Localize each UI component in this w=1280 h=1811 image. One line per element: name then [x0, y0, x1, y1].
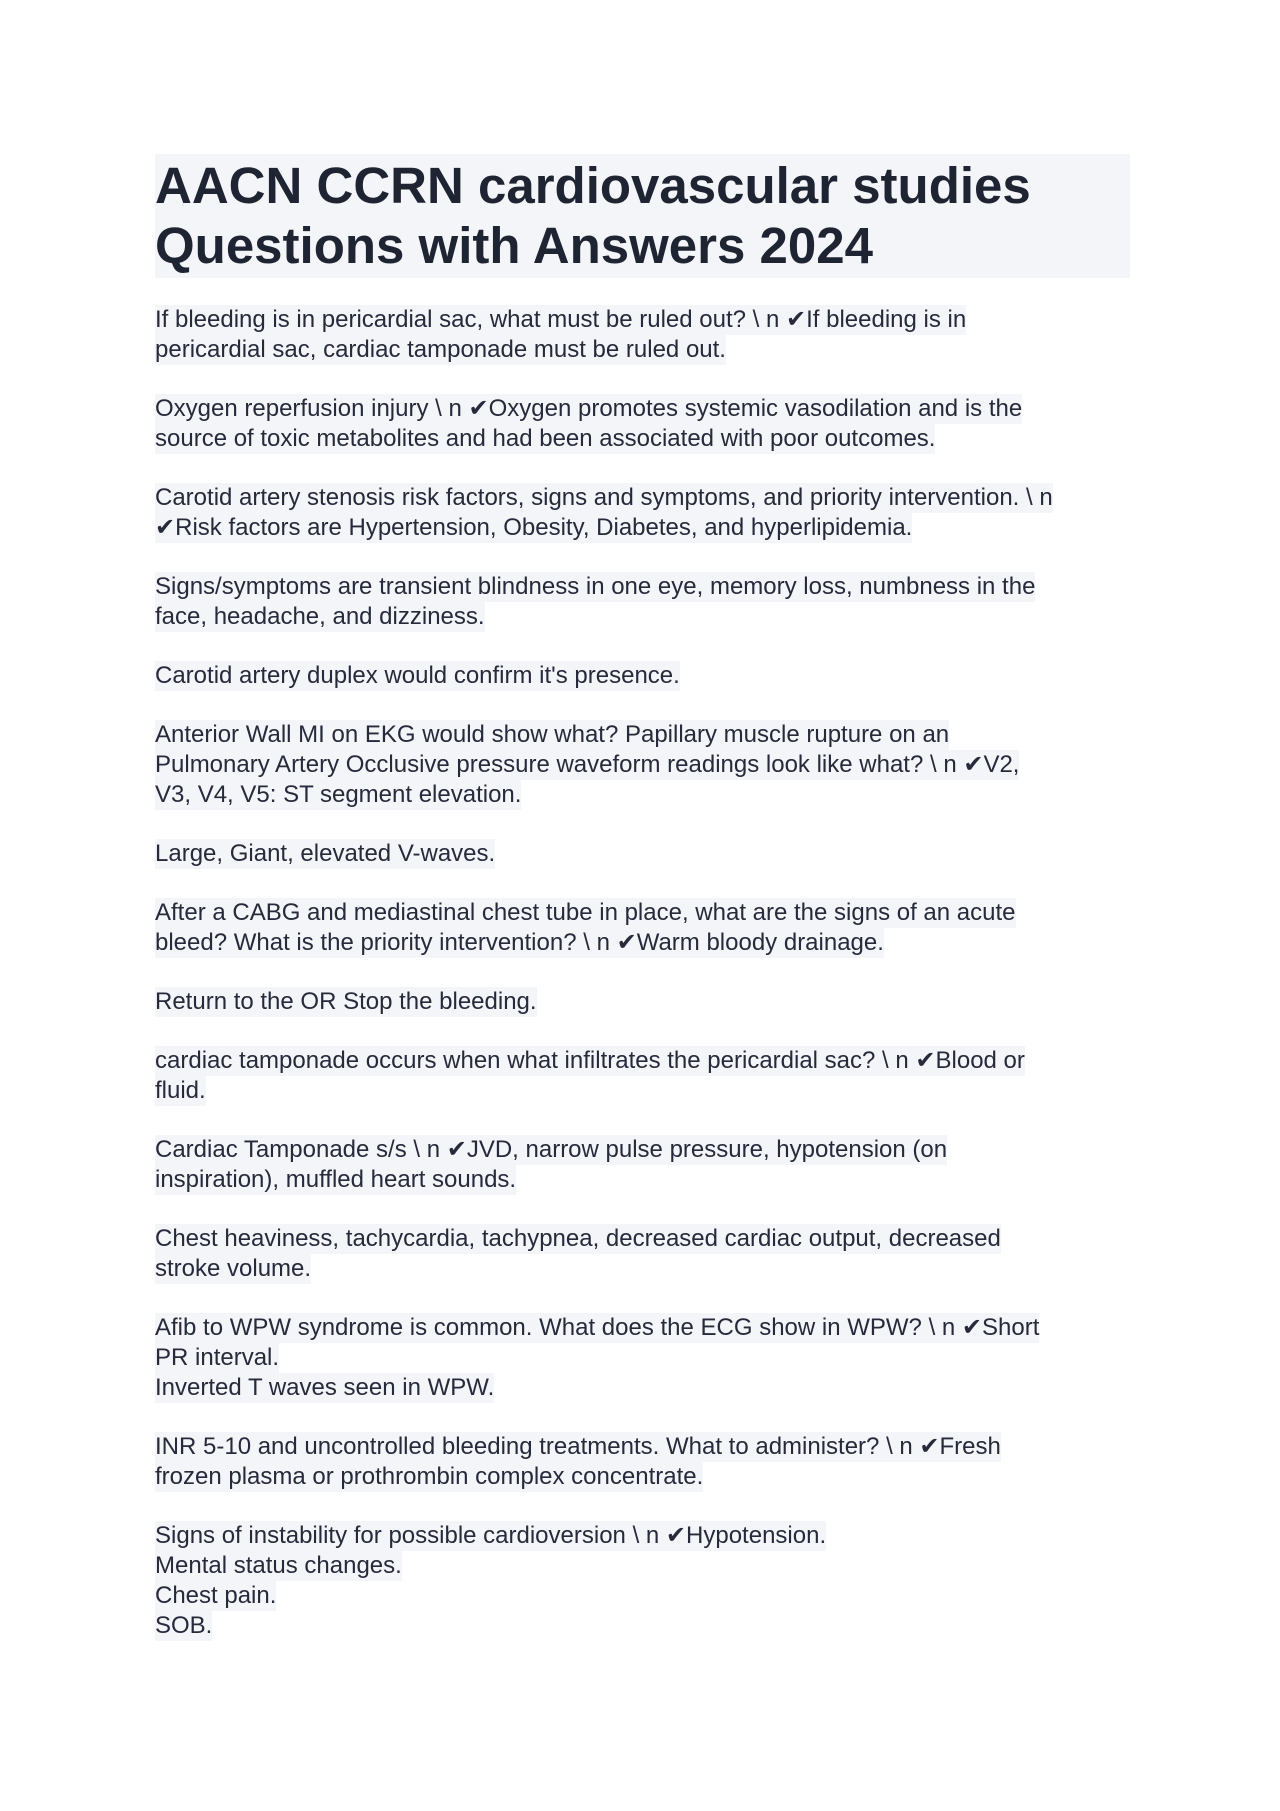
qa-paragraph: [155, 661, 1130, 691]
paragraph-line: Pulmonary Artery Occlusive pressure waveform readings look like what? \ n ✔V2,: [155, 751, 1020, 778]
qa-paragraph: [155, 305, 1130, 365]
qa-paragraph: [155, 1046, 1130, 1106]
qa-list: [155, 305, 1130, 1641]
paragraph-line: inspiration), muffled heart sounds.: [155, 1166, 517, 1193]
qa-paragraph: [155, 1135, 1130, 1195]
qa-paragraph: [155, 839, 1130, 869]
qa-paragraph: [155, 898, 1130, 958]
paragraph-line: Chest heaviness, tachycardia, tachypnea, decreased cardiac output, decreased: [155, 1225, 1001, 1252]
qa-paragraph: [155, 572, 1130, 632]
paragraph-line: Afib to WPW syndrome is common. What does the ECG show in WPW? \ n ✔Short: [155, 1314, 1040, 1341]
qa-paragraph: [155, 987, 1130, 1017]
paragraph-line: Carotid artery duplex would confirm it's presence.: [155, 662, 680, 689]
paragraph-line: Large, Giant, elevated V-waves.: [155, 840, 496, 867]
paragraph-line: ✔Risk factors are Hypertension, Obesity, Diabetes, and hyperlipidemia.: [155, 514, 913, 541]
paragraph-line: Inverted T waves seen in WPW.: [155, 1374, 495, 1401]
paragraph-line: Signs of instability for possible cardioversion \ n ✔Hypotension.: [155, 1522, 827, 1549]
paragraph-line: Anterior Wall MI on EKG would show what? Papillary muscle rupture on an: [155, 721, 950, 748]
paragraph-line: pericardial sac, cardiac tamponade must be ruled out.: [155, 336, 726, 363]
paragraph-line: Return to the OR Stop the bleeding.: [155, 988, 537, 1015]
qa-paragraph: [155, 720, 1130, 810]
paragraph-line: INR 5-10 and uncontrolled bleeding treatments. What to administer? \ n ✔Fresh: [155, 1433, 1001, 1460]
document-page: [155, 154, 1130, 1670]
paragraph-line: face, headache, and dizziness.: [155, 603, 485, 630]
paragraph-line: V3, V4, V5: ST segment elevation.: [155, 781, 522, 808]
paragraph-line: SOB.: [155, 1612, 213, 1639]
qa-paragraph: [155, 1224, 1130, 1284]
document-title: AACN CCRN cardiovascular studies Questions with Answers 2024: [155, 154, 1130, 278]
qa-paragraph: [155, 1432, 1130, 1492]
paragraph-line: PR interval.: [155, 1344, 280, 1371]
paragraph-line: Cardiac Tamponade s/s \ n ✔JVD, narrow pulse pressure, hypotension (on: [155, 1136, 948, 1163]
paragraph-line: fluid.: [155, 1077, 206, 1104]
qa-paragraph: [155, 394, 1130, 454]
qa-paragraph: [155, 1313, 1130, 1403]
paragraph-line: Mental status changes.: [155, 1552, 402, 1579]
paragraph-line: frozen plasma or prothrombin complex concentrate.: [155, 1463, 704, 1490]
paragraph-line: If bleeding is in pericardial sac, what must be ruled out? \ n ✔If bleeding is in: [155, 306, 967, 333]
paragraph-line: Chest pain.: [155, 1582, 277, 1609]
paragraph-line: Signs/symptoms are transient blindness in one eye, memory loss, numbness in the: [155, 573, 1036, 600]
paragraph-line: stroke volume.: [155, 1255, 312, 1282]
paragraph-line: cardiac tamponade occurs when what infiltrates the pericardial sac? \ n ✔Blood or: [155, 1047, 1025, 1074]
paragraph-line: bleed? What is the priority intervention? \ n ✔Warm bloody drainage.: [155, 929, 884, 956]
paragraph-line: source of toxic metabolites and had been associated with poor outcomes.: [155, 425, 936, 452]
paragraph-line: After a CABG and mediastinal chest tube in place, what are the signs of an acute: [155, 899, 1016, 926]
paragraph-line: Carotid artery stenosis risk factors, signs and symptoms, and priority intervention. \ n: [155, 484, 1053, 511]
paragraph-line: Oxygen reperfusion injury \ n ✔Oxygen promotes systemic vasodilation and is the: [155, 395, 1023, 422]
qa-paragraph: [155, 1521, 1130, 1641]
qa-paragraph: [155, 483, 1130, 543]
